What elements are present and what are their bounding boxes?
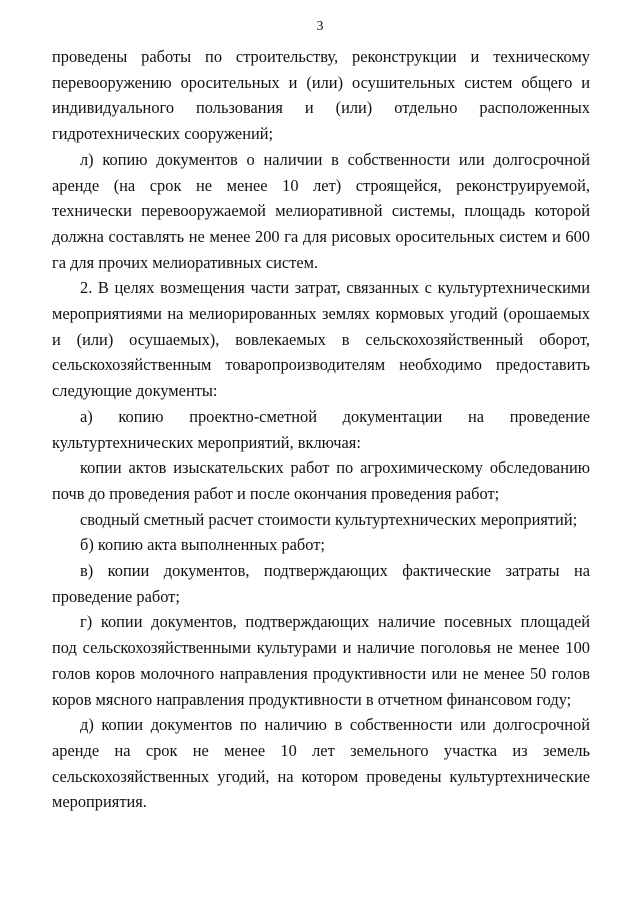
paragraph-item-v: в) копии документов, подтверждающих фактические затраты на проведение работ; — [52, 561, 590, 606]
paragraph-item-a: а) копию проектно-сметной документации на проведение культуртехнических мероприятий, включая: — [52, 406, 590, 452]
paragraph-item-b: б) копию акта выполненных работ; — [80, 535, 325, 555]
paragraph-item-l: л) копию документов о наличии в собственности или долгосрочной аренде (на срок не менее 10 лет) строящейся, реконструируемой, технически перевооружаемой мелиоративной системы, площадь которой должна составлять не менее 200 га для рисовых оросительных систем и 600 га для прочих мелиоративных систем. — [52, 149, 590, 272]
paragraph-item-d: д) копии документов по наличию в собственности или долгосрочной аренде на срок не менее 10 лет земельного участка из земель сельскохозяйственных угодий, на котором проведены культуртехнические мероприятия. — [52, 715, 590, 812]
document-body — [52, 44, 590, 815]
page-number: 3 — [316, 19, 324, 34]
paragraph-section-2: 2. В целях возмещения части затрат, связанных с культуртехническими мероприятиями на мелиорированных землях кормовых угодий (орошаемых и (или) осушаемых), вовлекаемых в сельскохозяйственный оборот, сельскохозяйственным товаропроизводителям необходимо предоставить следующие документы: — [52, 278, 590, 401]
paragraph-continuation: проведены работы по строительству, реконструкции и техническому перевооружению оросительных и (или) осушительных систем общего и индивидуального пользования и (или) отдельно расположенных гидротехнических сооружений; — [52, 47, 590, 144]
paragraph-item-g: г) копии документов, подтверждающих наличие посевных площадей под сельскохозяйственными культурами и наличие поголовья не менее 100 голов коров молочного направления продуктивности или не менее 50 голов коров мясного направления продуктивности в отчетном финансовом году; — [52, 612, 590, 709]
paragraph-cost-estimate: сводный сметный расчет стоимости культуртехнических мероприятий; — [80, 509, 578, 529]
paragraph-survey-acts: копии актов изыскательских работ по агрохимическому обследованию почв до проведения работ и после окончания проведения работ; — [52, 458, 590, 503]
